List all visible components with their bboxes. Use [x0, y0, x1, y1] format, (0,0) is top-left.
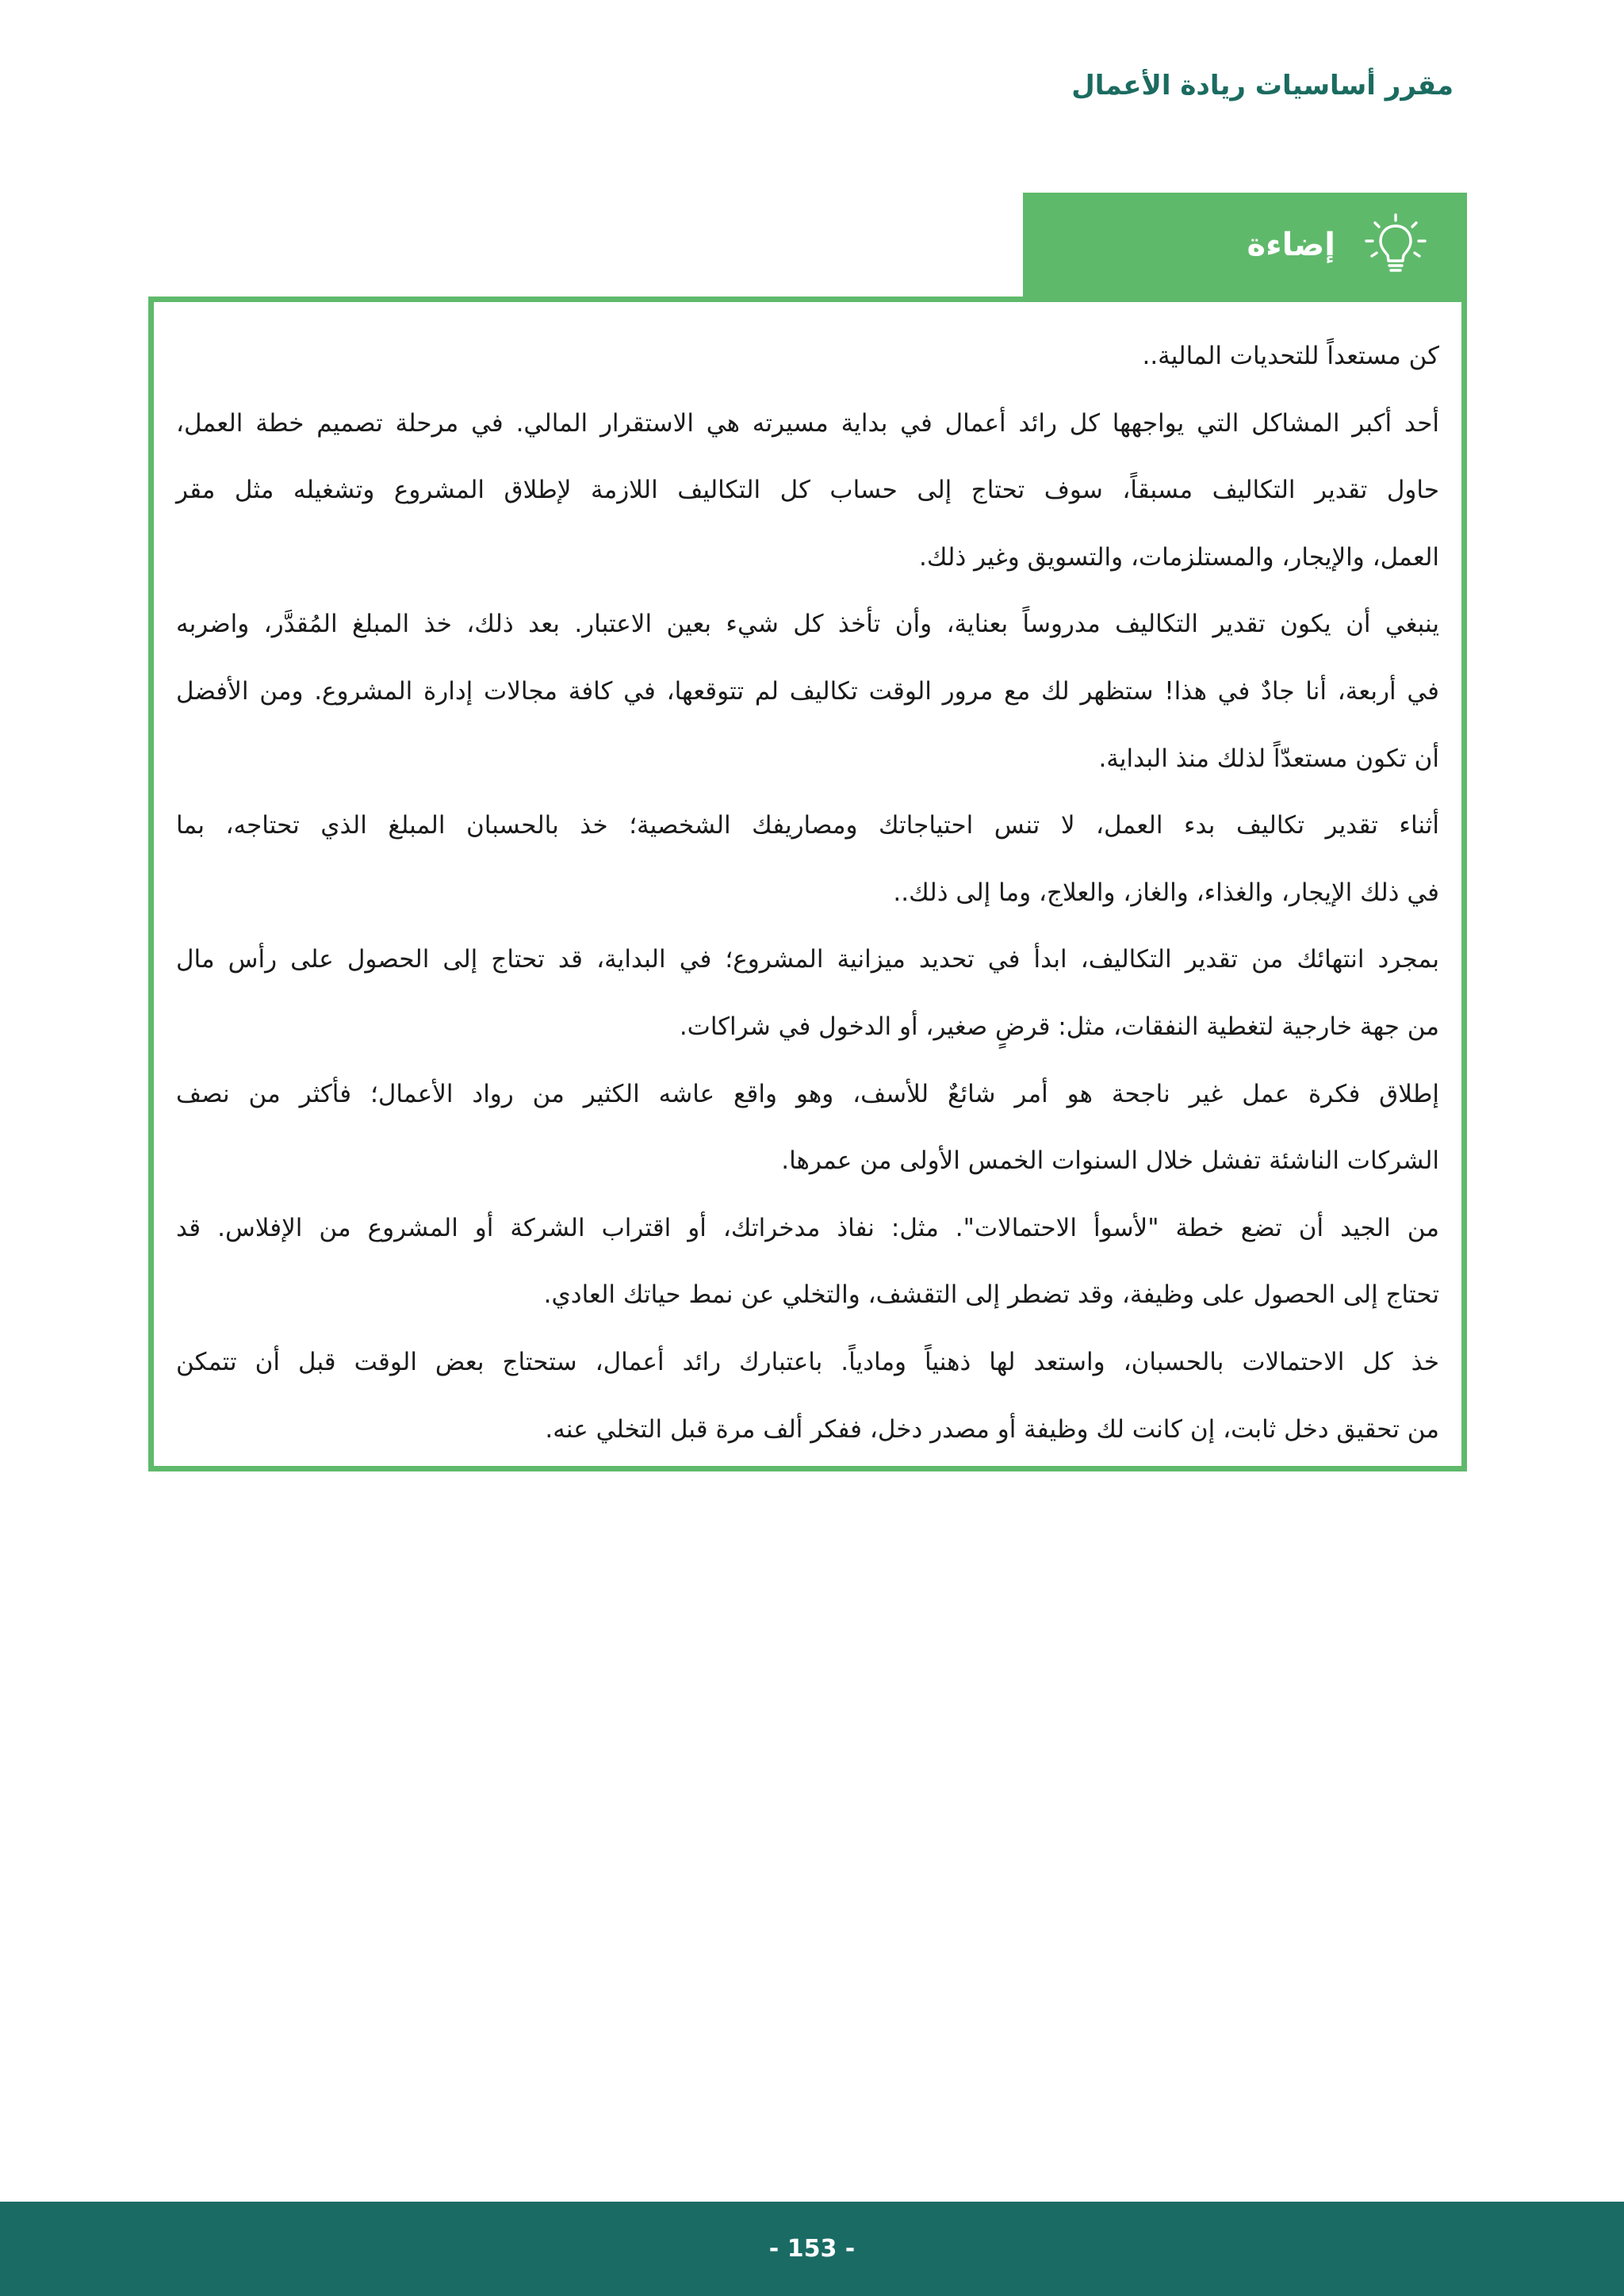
callout-line: من جهة خارجية لتغطية النفقات، مثل: قرضٍ صغير، أو الدخول في شراكات. — [679, 1012, 1439, 1041]
callout-title: إضاءة — [1247, 226, 1335, 263]
callout-box — [148, 297, 1467, 1471]
page-header-title: مقرر أساسيات ريادة الأعمال — [1071, 70, 1454, 101]
callout-line: أحد أكبر المشاكل التي يواجهها كل رائد أعمال في بداية مسيرته هي الاستقرار المالي. في مرحلة تصميم خطة العمل، — [176, 408, 1439, 438]
callout-body — [176, 323, 1439, 1463]
page-number: - 153 - — [768, 2235, 856, 2263]
callout-line: في أربعة، أنا جادٌ في هذا! ستظهر لك مع مرور الوقت تكاليف لم تتوقعها، في كافة مجالات إدارة المشروع. ومن الأفضل — [176, 676, 1439, 706]
callout-line: من الجيد أن تضع خطة "لأسوأ الاحتمالات". مثل: نفاذ مدخراتك، أو اقتراب الشركة أو المشروع من الإفلاس. قد — [176, 1213, 1439, 1242]
callout-line: أن تكون مستعدّاً لذلك منذ البداية. — [1098, 744, 1439, 773]
callout-line: حاول تقدير التكاليف مسبقاً، سوف تحتاج إلى حساب كل التكاليف اللازمة لإطلاق المشروع وتشغيله مثل مقر — [176, 476, 1439, 505]
callout-line: خذ كل الاحتمالات بالحسبان، واستعد لها ذهنياً ومادياً. باعتبارك رائد أعمال، ستحتاج بعض الوقت قبل أن تتمكن — [176, 1347, 1439, 1376]
callout-line: تحتاج إلى الحصول على وظيفة، وقد تضطر إلى التقشف، والتخلي عن نمط حياتك العادي. — [543, 1280, 1439, 1310]
callout-header-tab — [1023, 193, 1467, 297]
callout-line: بمجرد انتهائك من تقدير التكاليف، ابدأ في تحديد ميزانية المشروع؛ في البداية، قد تحتاج إلى الحصول على رأس مال — [176, 945, 1439, 974]
callout-line: أثناء تقدير تكاليف بدء العمل، لا تنس احتياجاتك ومصاريفك الشخصية؛ خذ بالحسبان المبلغ الذي تحتاجه، بما — [176, 811, 1439, 840]
callout-line: الشركات الناشئة تفشل خلال السنوات الخمس الأولى من عمرها. — [781, 1146, 1439, 1176]
callout-line: إطلاق فكرة عمل غير ناجحة هو أمر شائعٌ للأسف، وهو واقع عاشه الكثير من رواد الأعمال؛ فأكثر من نصف — [176, 1079, 1439, 1108]
callout-line: من تحقيق دخل ثابت، إن كانت لك وظيفة أو مصدر دخل، ففكر ألف مرة قبل التخلي عنه. — [545, 1414, 1439, 1444]
callout-line: العمل، والإيجار، والمستلزمات، والتسويق وغير ذلك. — [919, 542, 1439, 572]
callout-line-intro: كن مستعداً للتحديات المالية.. — [1142, 342, 1439, 370]
page-footer — [0, 2202, 1624, 2296]
callout-line: في ذلك الإيجار، والغذاء، والغاز، والعلاج، وما إلى ذلك.. — [893, 878, 1439, 907]
lightbulb-icon — [1362, 212, 1429, 278]
callout-line: ينبغي أن يكون تقدير التكاليف مدروساً بعناية، وأن تأخذ كل شيء بعين الاعتبار. بعد ذلك، خذ المبلغ المُقدَّر، واضربه — [176, 610, 1439, 639]
